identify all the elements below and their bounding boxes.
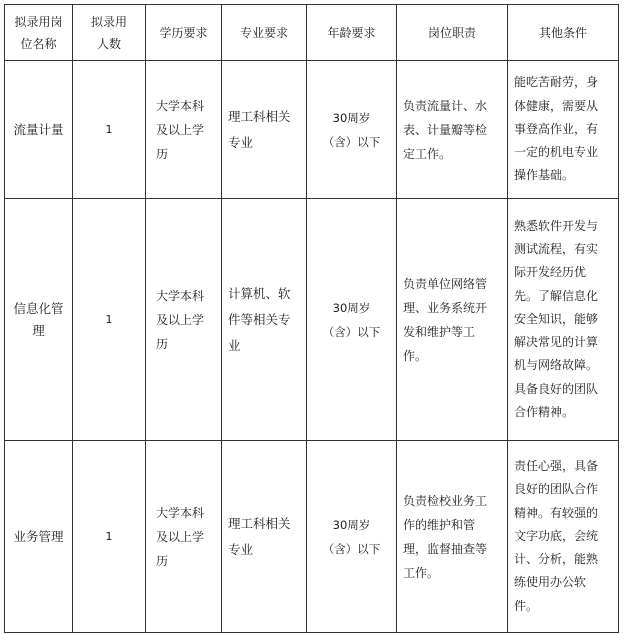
header-position: 拟录用岗 位名称	[5, 5, 73, 61]
cell-duty: 负责单位网络管 理、业务系统开 发和维护等工 作。	[397, 199, 508, 441]
cell-duty: 负责检校业务工 作的维护和管 理，监督抽查等 工作。	[397, 441, 508, 633]
header-row	[5, 5, 619, 61]
cell-education: 大学本科 及以上学 历	[146, 441, 222, 633]
cell-major: 计算机、软 件等相关专 业	[222, 199, 307, 441]
header-duty: 岗位职责	[397, 5, 508, 61]
header-education: 学历要求	[146, 5, 222, 61]
table-row	[5, 441, 619, 633]
cell-major: 理工科相关 专业	[222, 61, 307, 199]
cell-major: 理工科相关 专业	[222, 441, 307, 633]
cell-count: 1	[73, 61, 146, 199]
cell-position: 业务管理	[5, 441, 73, 633]
header-age: 年龄要求	[307, 5, 397, 61]
cell-duty: 负责流量计、水 表、计量瓣等检 定工作。	[397, 61, 508, 199]
header-other: 其他条件	[508, 5, 619, 61]
cell-other: 责任心强，具备 良好的团队合作 精神。有较强的 文字功底，会统 计、分析，能熟 练使用办公软 件。	[508, 441, 619, 633]
header-count: 拟录用 人数	[73, 5, 146, 61]
cell-education: 大学本科 及以上学 历	[146, 199, 222, 441]
recruitment-table	[4, 4, 619, 633]
cell-age: 30周岁 （含）以下	[307, 441, 397, 633]
cell-count: 1	[73, 199, 146, 441]
header-major: 专业要求	[222, 5, 307, 61]
cell-count: 1	[73, 441, 146, 633]
cell-position: 信息化管 理	[5, 199, 73, 441]
cell-other: 能吃苦耐劳，身 体健康，需要从 事登高作业，有 一定的机电专业 操作基础。	[508, 61, 619, 199]
cell-education: 大学本科 及以上学 历	[146, 61, 222, 199]
table-row	[5, 199, 619, 441]
cell-age: 30周岁 （含）以下	[307, 61, 397, 199]
cell-position: 流量计量	[5, 61, 73, 199]
table-row	[5, 61, 619, 199]
cell-other: 熟悉软件开发与 测试流程，有实 际开发经历优 先。了解信息化 安全知识，能够 解决常见的计算 机与网络故障。 具备良好的团队 合作精神。	[508, 199, 619, 441]
cell-age: 30周岁 （含）以下	[307, 199, 397, 441]
